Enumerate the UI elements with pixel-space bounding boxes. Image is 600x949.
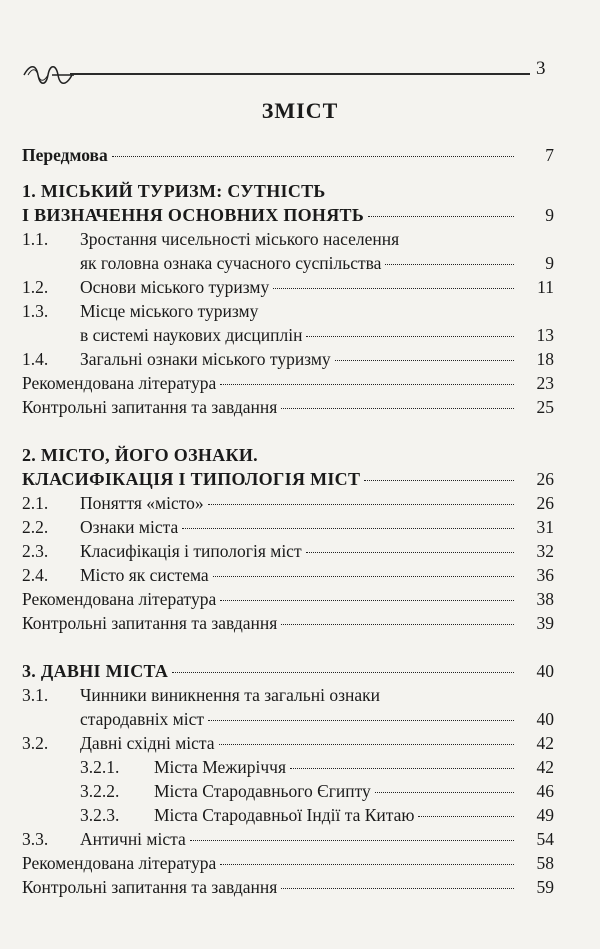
toc-label: Передмова	[22, 145, 108, 165]
toc-label: Контрольні запитання та завдання	[22, 397, 278, 417]
toc-page: 46	[536, 781, 554, 801]
chapter-heading[interactable]	[22, 443, 554, 467]
leader-dots	[281, 408, 514, 409]
toc-entry-questions[interactable]	[22, 875, 554, 899]
toc-entry-literature[interactable]	[22, 371, 554, 395]
toc-label: Поняття «місто»	[80, 493, 204, 513]
section-number: 3.3.	[22, 829, 49, 849]
toc-page: 59	[536, 877, 554, 897]
toc-entry[interactable]	[22, 563, 554, 587]
toc-page: 9	[545, 205, 554, 225]
page-title: ЗМІСТ	[261, 98, 339, 123]
toc-entry[interactable]	[22, 323, 554, 347]
toc-page: 31	[536, 517, 554, 537]
toc-page: 58	[536, 853, 554, 873]
toc-entry[interactable]	[22, 275, 554, 299]
chapter-heading[interactable]	[22, 467, 554, 491]
leader-dots	[213, 576, 514, 577]
toc-entry-literature[interactable]	[22, 851, 554, 875]
toc-entry-questions[interactable]	[22, 395, 554, 419]
leader-dots	[368, 216, 514, 217]
section-number: 2.4.	[22, 565, 49, 585]
toc-label: Контрольні запитання та завдання	[22, 613, 278, 633]
toc-entry[interactable]	[22, 491, 554, 515]
toc-entry[interactable]	[22, 731, 554, 755]
page-header	[22, 58, 552, 88]
toc-page: 42	[536, 733, 554, 753]
toc-entry[interactable]	[22, 683, 554, 707]
section-number: 3.2.3.	[80, 805, 120, 825]
leader-dots	[190, 840, 514, 841]
chapter-heading[interactable]	[22, 659, 554, 683]
toc-page: 9	[545, 253, 554, 273]
chapter-heading[interactable]	[22, 179, 554, 203]
toc-label: Рекомендована література	[22, 373, 217, 393]
leader-dots	[220, 384, 514, 385]
chapter-title-line: 3. ДАВНІ МІСТА	[22, 661, 169, 681]
toc-label: Античні міста	[80, 829, 186, 849]
toc-label: Давні східні міста	[80, 733, 215, 753]
leader-dots	[281, 888, 514, 889]
toc-page: 13	[536, 325, 554, 345]
section-number: 3.2.	[22, 733, 49, 753]
toc-label: Рекомендована література	[22, 589, 217, 609]
toc-page: 49	[536, 805, 554, 825]
toc-label: Рекомендована література	[22, 853, 217, 873]
chapter-heading[interactable]	[22, 203, 554, 227]
header-rule	[70, 73, 530, 75]
leader-dots	[290, 768, 514, 769]
toc-label: Міста Межиріччя	[154, 757, 287, 777]
toc-page: 23	[536, 373, 554, 393]
section-number: 2.2.	[22, 517, 49, 537]
chapter-title-line: КЛАСИФІКАЦІЯ І ТИПОЛОГІЯ МІСТ	[22, 469, 361, 489]
toc-label: Міста Стародавньої Індії та Китаю	[154, 805, 415, 825]
toc-page: 7	[545, 145, 554, 165]
chapter-title-line: 2. МІСТО, ЙОГО ОЗНАКИ.	[22, 445, 258, 465]
toc-entry[interactable]	[22, 539, 554, 563]
page-number: 3	[536, 58, 546, 79]
toc-entry[interactable]	[22, 779, 554, 803]
toc-page: 32	[536, 541, 554, 561]
leader-dots	[273, 288, 514, 289]
toc-entry[interactable]	[22, 755, 554, 779]
table-of-contents	[22, 143, 554, 899]
chapter-title-line: 1. МІСЬКИЙ ТУРИЗМ: СУТНІСТЬ	[22, 181, 326, 201]
toc-page: 36	[536, 565, 554, 585]
toc-entry[interactable]	[22, 827, 554, 851]
toc-page: 25	[536, 397, 554, 417]
leader-dots	[418, 816, 514, 817]
leader-dots	[306, 552, 514, 553]
toc-page: 18	[536, 349, 554, 369]
leader-dots	[182, 528, 514, 529]
leader-dots	[112, 156, 514, 157]
leader-dots	[335, 360, 514, 361]
leader-dots	[208, 504, 514, 505]
chapter-title-line: І ВИЗНАЧЕННЯ ОСНОВНИХ ПОНЯТЬ	[22, 205, 365, 225]
toc-label: Контрольні запитання та завдання	[22, 877, 278, 897]
section-number: 1.3.	[22, 301, 49, 321]
toc-entry[interactable]	[22, 515, 554, 539]
toc-entry[interactable]	[22, 227, 554, 251]
leader-dots	[385, 264, 514, 265]
section-number: 2.3.	[22, 541, 49, 561]
toc-page: 26	[536, 469, 554, 489]
section-number: 3.2.2.	[80, 781, 120, 801]
toc-page: 39	[536, 613, 554, 633]
toc-entry[interactable]	[22, 251, 554, 275]
section-number: 3.1.	[22, 685, 49, 705]
toc-entry[interactable]	[22, 803, 554, 827]
toc-label: Загальні ознаки міського туризму	[80, 349, 331, 369]
section-number: 1.4.	[22, 349, 49, 369]
ornament-icon	[22, 62, 74, 88]
leader-dots	[172, 672, 514, 673]
toc-page: 40	[536, 661, 554, 681]
section-number: 2.1.	[22, 493, 49, 513]
toc-entry-preface[interactable]	[22, 143, 554, 167]
toc-label: Місце міського туризму	[80, 301, 259, 321]
leader-dots	[306, 336, 514, 337]
leader-dots	[220, 600, 514, 601]
toc-label: Чинники виникнення та загальні ознаки	[80, 685, 380, 705]
toc-page: 26	[536, 493, 554, 513]
leader-dots	[281, 624, 514, 625]
toc-entry[interactable]	[22, 299, 554, 323]
toc-page: 11	[537, 277, 554, 297]
toc-entry[interactable]	[22, 347, 554, 371]
section-number: 1.2.	[22, 277, 49, 297]
toc-label: Основи міського туризму	[80, 277, 270, 297]
toc-page: 42	[536, 757, 554, 777]
toc-entry-questions[interactable]	[22, 611, 554, 635]
leader-dots	[364, 480, 514, 481]
toc-entry-literature[interactable]	[22, 587, 554, 611]
toc-label: Зростання чисельності міського населення	[80, 229, 400, 249]
toc-label: як головна ознака сучасного суспільства	[80, 253, 382, 273]
toc-label: Місто як система	[80, 565, 209, 585]
toc-label: стародавніх міст	[80, 709, 205, 729]
toc-label: Міста Стародавнього Єгипту	[154, 781, 371, 801]
toc-page: 38	[536, 589, 554, 609]
toc-page: 54	[536, 829, 554, 849]
leader-dots	[220, 864, 514, 865]
section-number: 3.2.1.	[80, 757, 120, 777]
toc-label: Ознаки міста	[80, 517, 179, 537]
toc-label: Класифікація і типологія міст	[80, 541, 302, 561]
toc-page: 40	[536, 709, 554, 729]
leader-dots	[208, 720, 514, 721]
leader-dots	[219, 744, 514, 745]
toc-label: в системі наукових дисциплін	[80, 325, 303, 345]
leader-dots	[375, 792, 514, 793]
section-number: 1.1.	[22, 229, 49, 249]
toc-entry[interactable]	[22, 707, 554, 731]
